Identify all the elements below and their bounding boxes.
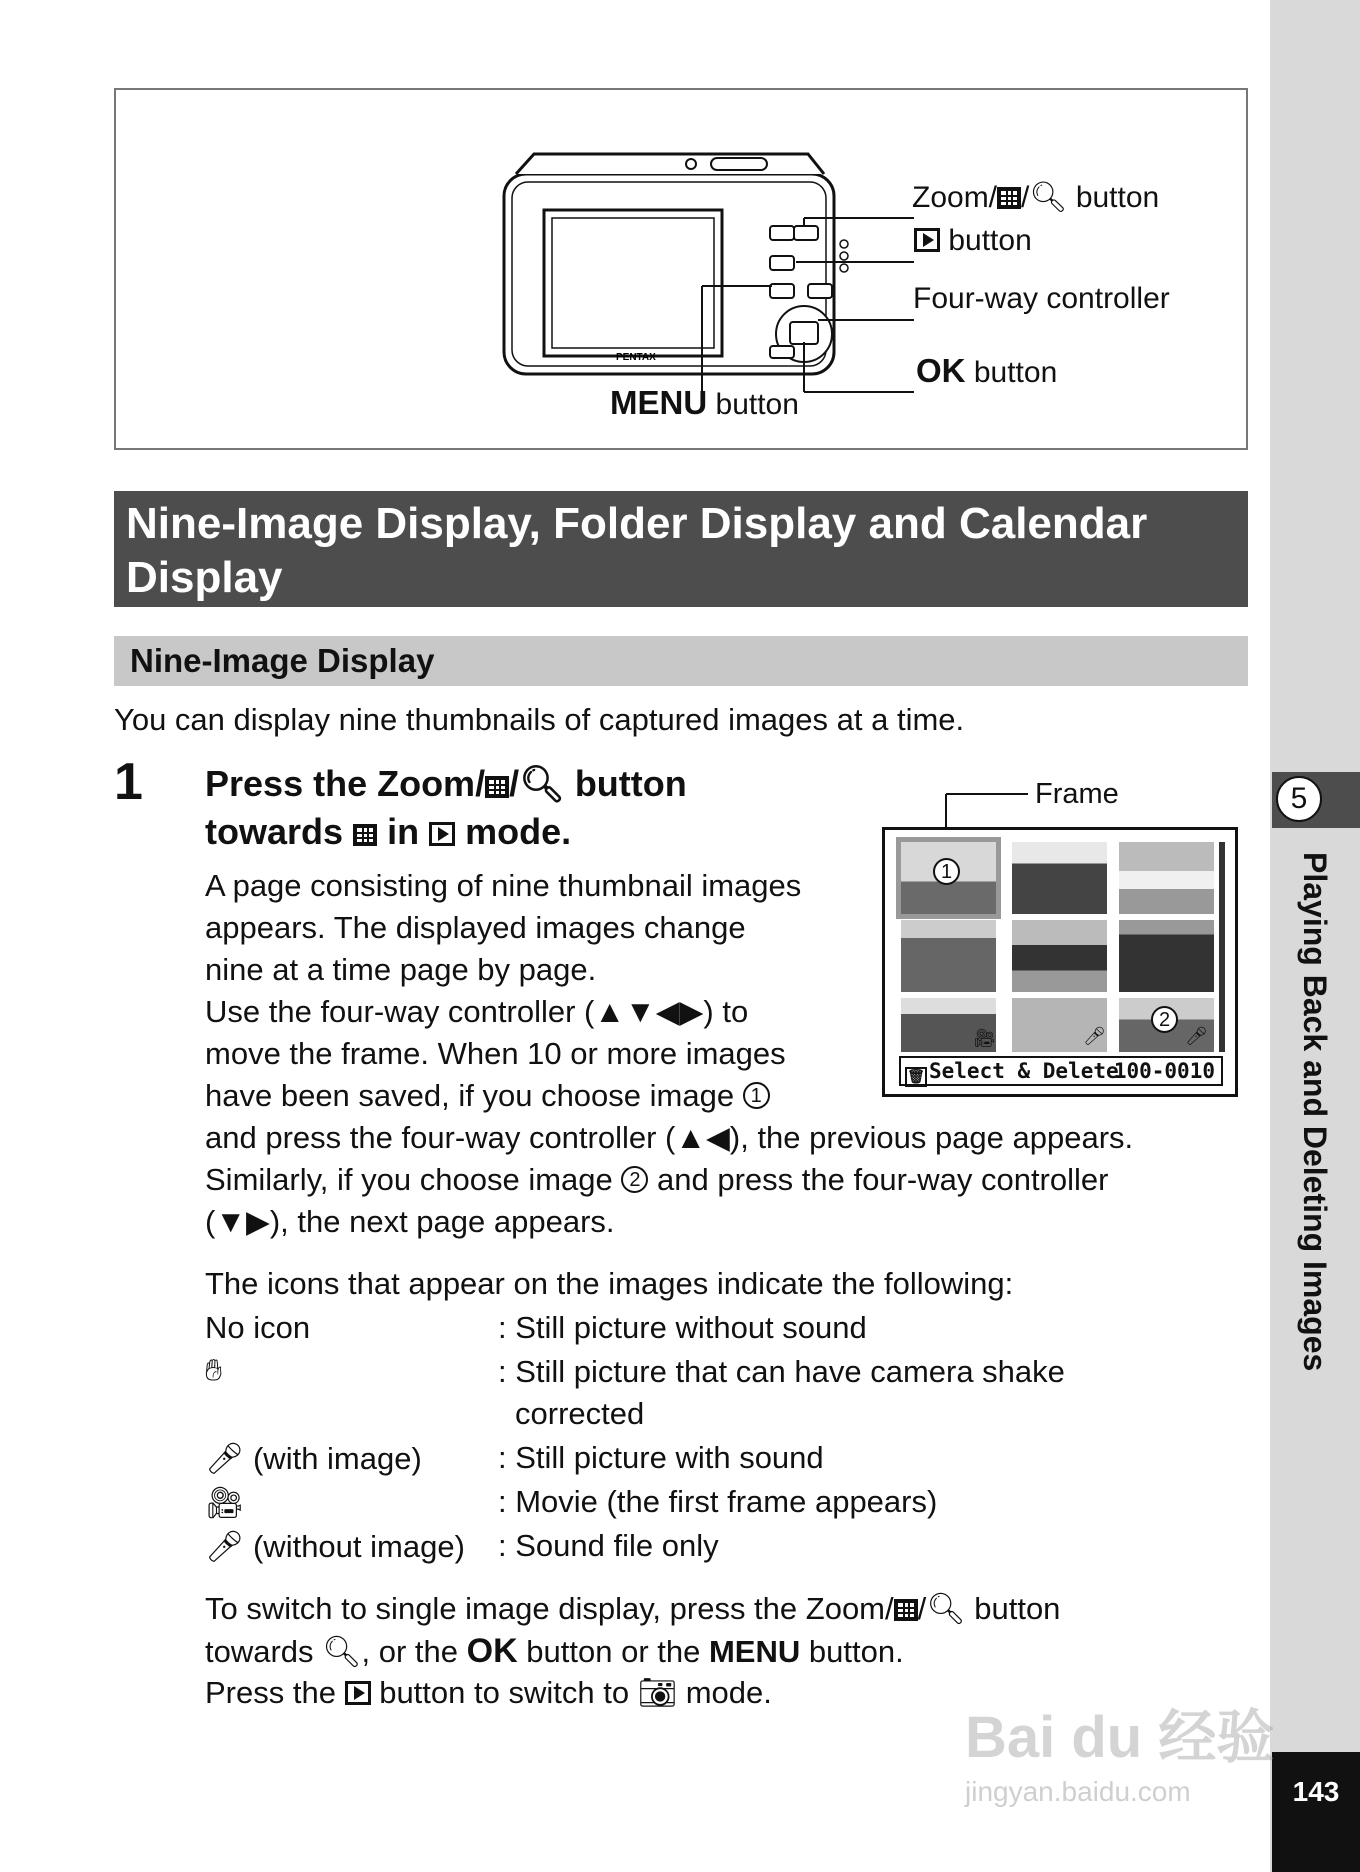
trash-icon: 🗑︎ [905,1067,927,1087]
icons-intro: The icons that appear on the images indicate the following: [205,1266,1014,1301]
icons-table-row: No icon : Still picture without sound [205,1310,867,1345]
magnify-icon: 🔍︎ [519,763,565,804]
ok-callout: OK button [916,352,1058,389]
step-title: Press the Zoom/ /🔍︎ button towards in mode. [205,763,687,852]
thumbnail [1012,920,1107,992]
icons-table-row: 🎤︎ (without image) : Sound file only [205,1528,719,1564]
four-way-callout: Four-way controller [913,282,1170,315]
camera-diagram [114,88,1248,450]
icons-table-row: 🎤︎ (with image) : Still picture with sound [205,1440,824,1476]
movie-icon: 🎥︎ [205,1485,245,1520]
nine-image-icon [353,824,377,846]
nine-image-icon [997,187,1021,209]
circle-number-1: 1 [743,1082,770,1109]
playback-callout: button [914,224,1032,258]
step-body-line: (▼▶), the next page appears. [205,1204,615,1239]
closing-line: To switch to single image display, press the Zoom/ /🔍︎ button [205,1591,1061,1626]
magnify-icon: 🔍︎ [1029,181,1068,214]
playback-icon [345,1681,371,1705]
step-body-line: A page consisting of nine thumbnail images [205,868,802,903]
mic-icon: 🎤︎ [205,1529,245,1564]
screen-marker-2: 2 [1151,1006,1178,1033]
step-number: 1 [114,753,143,811]
nine-image-icon [894,1599,918,1621]
scrollbar [1219,842,1225,1052]
nine-image-screen [882,827,1238,1097]
circle-number-2: 2 [621,1166,648,1193]
page-number: 143 [1272,1752,1360,1872]
watermark-logo: Bai du 经验 [965,1705,1275,1770]
step-body-line: and press the four-way controller (▲◀), the previous page appears. [205,1120,1134,1155]
chapter-number: 5 [1276,776,1322,822]
watermark-url: jingyan.baidu.com [965,1776,1191,1807]
thumbnail [1119,920,1214,992]
mic-icon: 🎤︎ [1083,1026,1106,1046]
thumbnail [1012,842,1107,914]
closing-line: Press the button to switch to 📷︎ mode. [205,1675,772,1710]
icons-table-row: 🎥︎ : Movie (the first frame appears) [205,1484,938,1520]
step-body-line: appears. The displayed images change [205,910,746,945]
camera-icon: 📷︎ [637,1675,678,1710]
main-heading: Nine-Image Display, Folder Display and Calendar Display [114,491,1248,607]
magnify-icon: 🔍︎ [926,1591,966,1626]
movie-icon: 🎥︎ [973,1028,996,1048]
step-body-line: Use the four-way controller (▲▼◀▶) to [205,994,749,1029]
closing-line: towards 🔍︎, or the OK button or the MENU button. [205,1632,904,1670]
magnify-icon: 🔍︎ [322,1634,362,1669]
mic-icon: 🎤︎ [205,1441,245,1476]
step-body-line: Similarly, if you choose image 2 and press the four-way controller [205,1162,1109,1197]
playback-icon [914,228,940,252]
icons-table-row: ✋︎ : Still picture that can have camera shake corrected [205,1354,1065,1431]
step-body-line: have been saved, if you choose image 1 [205,1078,770,1114]
status-bar: 🗑︎ Select & Delete 100-0010 [899,1056,1223,1086]
camera-brand: PENTAX [616,352,656,363]
thumbnail [901,920,996,992]
chapter-title: Playing Back and Deleting Images [1297,852,1333,1372]
frame-label: Frame [1035,778,1119,810]
hand-shake-icon: ✋︎ [205,1354,223,1387]
step-body-line: nine at a time page by page. [205,952,597,987]
screen-marker-1: 1 [933,858,960,885]
step-body-line: move the frame. When 10 or more images [205,1036,786,1071]
playback-icon [429,822,455,846]
nine-image-icon [485,776,509,798]
menu-callout: MENU button [610,384,799,421]
sub-heading: Nine-Image Display [114,636,1248,686]
intro-text: You can display nine thumbnails of captured images at a time. [114,702,965,737]
thumbnail [1119,842,1214,914]
zoom-callout: Zoom/ /🔍︎ button [912,181,1160,214]
mic-icon: 🎤︎ [1185,1026,1208,1046]
